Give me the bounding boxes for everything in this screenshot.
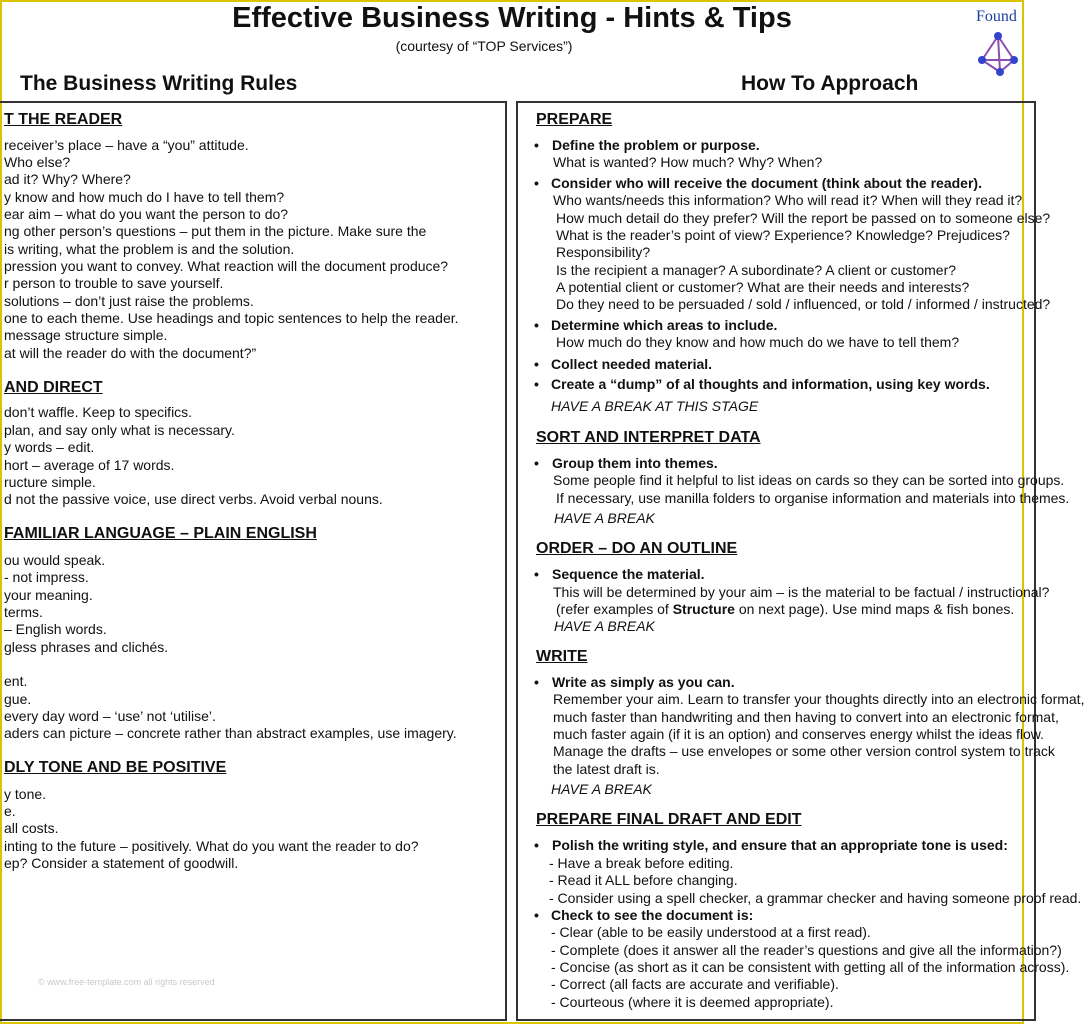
break-note: HAVE A BREAK <box>551 781 652 797</box>
list-item: Determine which areas to include. <box>551 317 778 333</box>
list-item: all costs. <box>4 820 59 836</box>
writing-rules-panel <box>0 101 507 1021</box>
list-item: (refer examples of Structure on next page). Use mind maps & fish bones. <box>556 601 1015 617</box>
list-item: - Complete (does it answer all the reader’s questions and give all the information?) <box>551 942 1062 958</box>
list-item: Check to see the document is: <box>551 907 754 923</box>
bullet-icon: • <box>534 137 539 153</box>
list-item: y words – edit. <box>4 439 95 455</box>
list-item: message structure simple. <box>4 327 168 343</box>
list-item: Is the recipient a manager? A subordinate? A client or customer? <box>556 262 957 278</box>
list-item: Remember your aim. Learn to transfer your thoughts directly into an electronic format, <box>553 691 1084 707</box>
section-title-direct: AND DIRECT <box>4 379 103 396</box>
bullet-icon: • <box>534 356 539 372</box>
bullet-icon: • <box>534 376 539 392</box>
list-item: - Read it ALL before changing. <box>549 872 738 888</box>
list-item: at will the reader do with the document?” <box>4 345 257 361</box>
section-title-order: ORDER – DO AN OUTLINE <box>536 540 738 557</box>
list-item: Polish the writing style, and ensure that an appropriate tone is used: <box>552 837 1008 853</box>
list-item: ructure simple. <box>4 474 96 490</box>
list-item: much faster again (if it is an option) and conserves energy whilst the ideas flow. <box>553 726 1045 742</box>
list-item: terms. <box>4 604 43 620</box>
list-item: How much detail do they prefer? Will the report be passed on to someone else? <box>556 210 1051 226</box>
list-item: hort – average of 17 words. <box>4 457 175 473</box>
break-note: HAVE A BREAK AT THIS STAGE <box>551 398 759 414</box>
list-item: - Consider using a spell checker, a grammar checker and having someone proof read. <box>549 890 1082 906</box>
list-item: - Have a break before editing. <box>549 855 734 871</box>
section-title-final-draft: PREPARE FINAL DRAFT AND EDIT <box>536 811 802 828</box>
bullet-icon: • <box>534 837 539 853</box>
list-item: y tone. <box>4 786 47 802</box>
list-item: Who else? <box>4 154 71 170</box>
section-title-prepare: PREPARE <box>536 111 613 128</box>
bullet-icon: • <box>534 674 539 690</box>
list-item: pression you want to convey. What reaction will the document produce? <box>4 258 449 274</box>
section-title-sort: SORT AND INTERPRET DATA <box>536 429 761 446</box>
list-item: Sequence the material. <box>552 566 705 582</box>
list-item: every day word – ‘use’ not ‘utilise’. <box>4 708 216 724</box>
list-item: e. <box>4 803 16 819</box>
list-item: is writing, what the problem is and the solution. <box>4 241 295 257</box>
brand-name: Found <box>976 8 1017 25</box>
list-item: ent. <box>4 673 28 689</box>
list-item: Define the problem or purpose. <box>552 137 760 153</box>
bullet-icon: • <box>534 317 539 333</box>
bullet-icon: • <box>534 907 539 923</box>
list-item: solutions – don’t just raise the problems. <box>4 293 254 309</box>
approach-panel <box>516 101 1084 1021</box>
list-item: ad it? Why? Where? <box>4 171 131 187</box>
list-item: Collect needed material. <box>551 356 713 372</box>
list-item: - Clear (able to be easily understood at a first read). <box>551 924 871 940</box>
list-item: d not the passive voice, use direct verbs. Avoid verbal nouns. <box>4 491 383 507</box>
list-item: - Correct (all facts are accurate and verifiable). <box>551 976 839 992</box>
list-item: much faster than handwriting and then having to convert into an electronic format, <box>553 709 1059 725</box>
list-item: How much do they know and how much do we have to tell them? <box>556 334 960 350</box>
section-title-tone: DLY TONE AND BE POSITIVE <box>4 759 227 776</box>
list-item: ou would speak. <box>4 552 106 568</box>
list-item: - Courteous (where it is deemed appropriate). <box>551 994 834 1010</box>
right-column-heading: How To Approach <box>741 72 919 95</box>
list-item: one to each theme. Use headings and topic sentences to help the reader. <box>4 310 459 326</box>
list-item: don’t waffle. Keep to specifics. <box>4 404 193 420</box>
list-item: ear aim – what do you want the person to do? <box>4 206 289 222</box>
list-item: gless phrases and clichés. <box>4 639 169 655</box>
list-item: inting to the future – positively. What do you want the reader to do? <box>4 838 419 854</box>
break-note: HAVE A BREAK <box>554 510 655 526</box>
list-item: What is wanted? How much? Why? When? <box>553 154 823 170</box>
list-item: A potential client or customer? What are their needs and interests? <box>556 279 970 295</box>
list-item: Create a “dump” of al thoughts and information, using key words. <box>551 376 990 392</box>
list-item: Write as simply as you can. <box>552 674 735 690</box>
list-item: ep? Consider a statement of goodwill. <box>4 855 239 871</box>
list-item: Consider who will receive the document (think about the reader). <box>551 175 982 191</box>
bullet-icon: • <box>534 175 539 191</box>
list-item: Some people find it helpful to list ideas on cards so they can be sorted into groups. <box>553 472 1065 488</box>
section-title-language: FAMILIAR LANGUAGE – PLAIN ENGLISH <box>4 525 317 542</box>
list-item: your meaning. <box>4 587 93 603</box>
list-item: the latest draft is. <box>553 761 660 777</box>
page-title: Effective Business Writing - Hints & Tips <box>232 2 792 34</box>
network-logo-icon <box>976 30 1020 76</box>
break-note: HAVE A BREAK <box>554 618 655 634</box>
bullet-icon: • <box>534 455 539 471</box>
list-item: aders can picture – concrete rather than abstract examples, use imagery. <box>4 725 457 741</box>
section-title-write: WRITE <box>536 648 588 665</box>
list-item: Manage the drafts – use envelopes or some other version control system to track <box>553 743 1055 759</box>
left-column-heading: The Business Writing Rules <box>20 72 298 95</box>
list-item: What is the reader’s point of view? Experience? Knowledge? Prejudices? <box>556 227 1010 243</box>
list-item: – English words. <box>4 621 107 637</box>
list-item: Who wants/needs this information? Who will read it? When will they read it? <box>553 192 1023 208</box>
list-item: - not impress. <box>4 569 89 585</box>
list-item: r person to trouble to save yourself. <box>4 275 224 291</box>
list-item: ng other person’s questions – put them in the picture. Make sure the <box>4 223 427 239</box>
bullet-icon: • <box>534 566 539 582</box>
page-subtitle: (courtesy of “TOP Services”) <box>395 38 573 54</box>
list-item: Group them into themes. <box>552 455 718 471</box>
list-item: receiver’s place – have a “you” attitude. <box>4 137 249 153</box>
list-item: plan, and say only what is necessary. <box>4 422 235 438</box>
section-title-reader: T THE READER <box>4 111 123 128</box>
watermark: © www.free-template.com all rights reserved <box>38 977 215 987</box>
list-item: gue. <box>4 691 32 707</box>
list-item: Responsibility? <box>556 244 651 260</box>
list-item: If necessary, use manilla folders to organise information and materials into themes. <box>556 490 1070 506</box>
list-item: y know and how much do I have to tell them? <box>4 189 285 205</box>
list-item: - Concise (as short as it can be consistent with getting all of the information across). <box>551 959 1070 975</box>
list-item: This will be determined by your aim – is the material to be factual / instructional? <box>553 584 1050 600</box>
list-item: Do they need to be persuaded / sold / influenced, or told / informed / instructed? <box>556 296 1051 312</box>
